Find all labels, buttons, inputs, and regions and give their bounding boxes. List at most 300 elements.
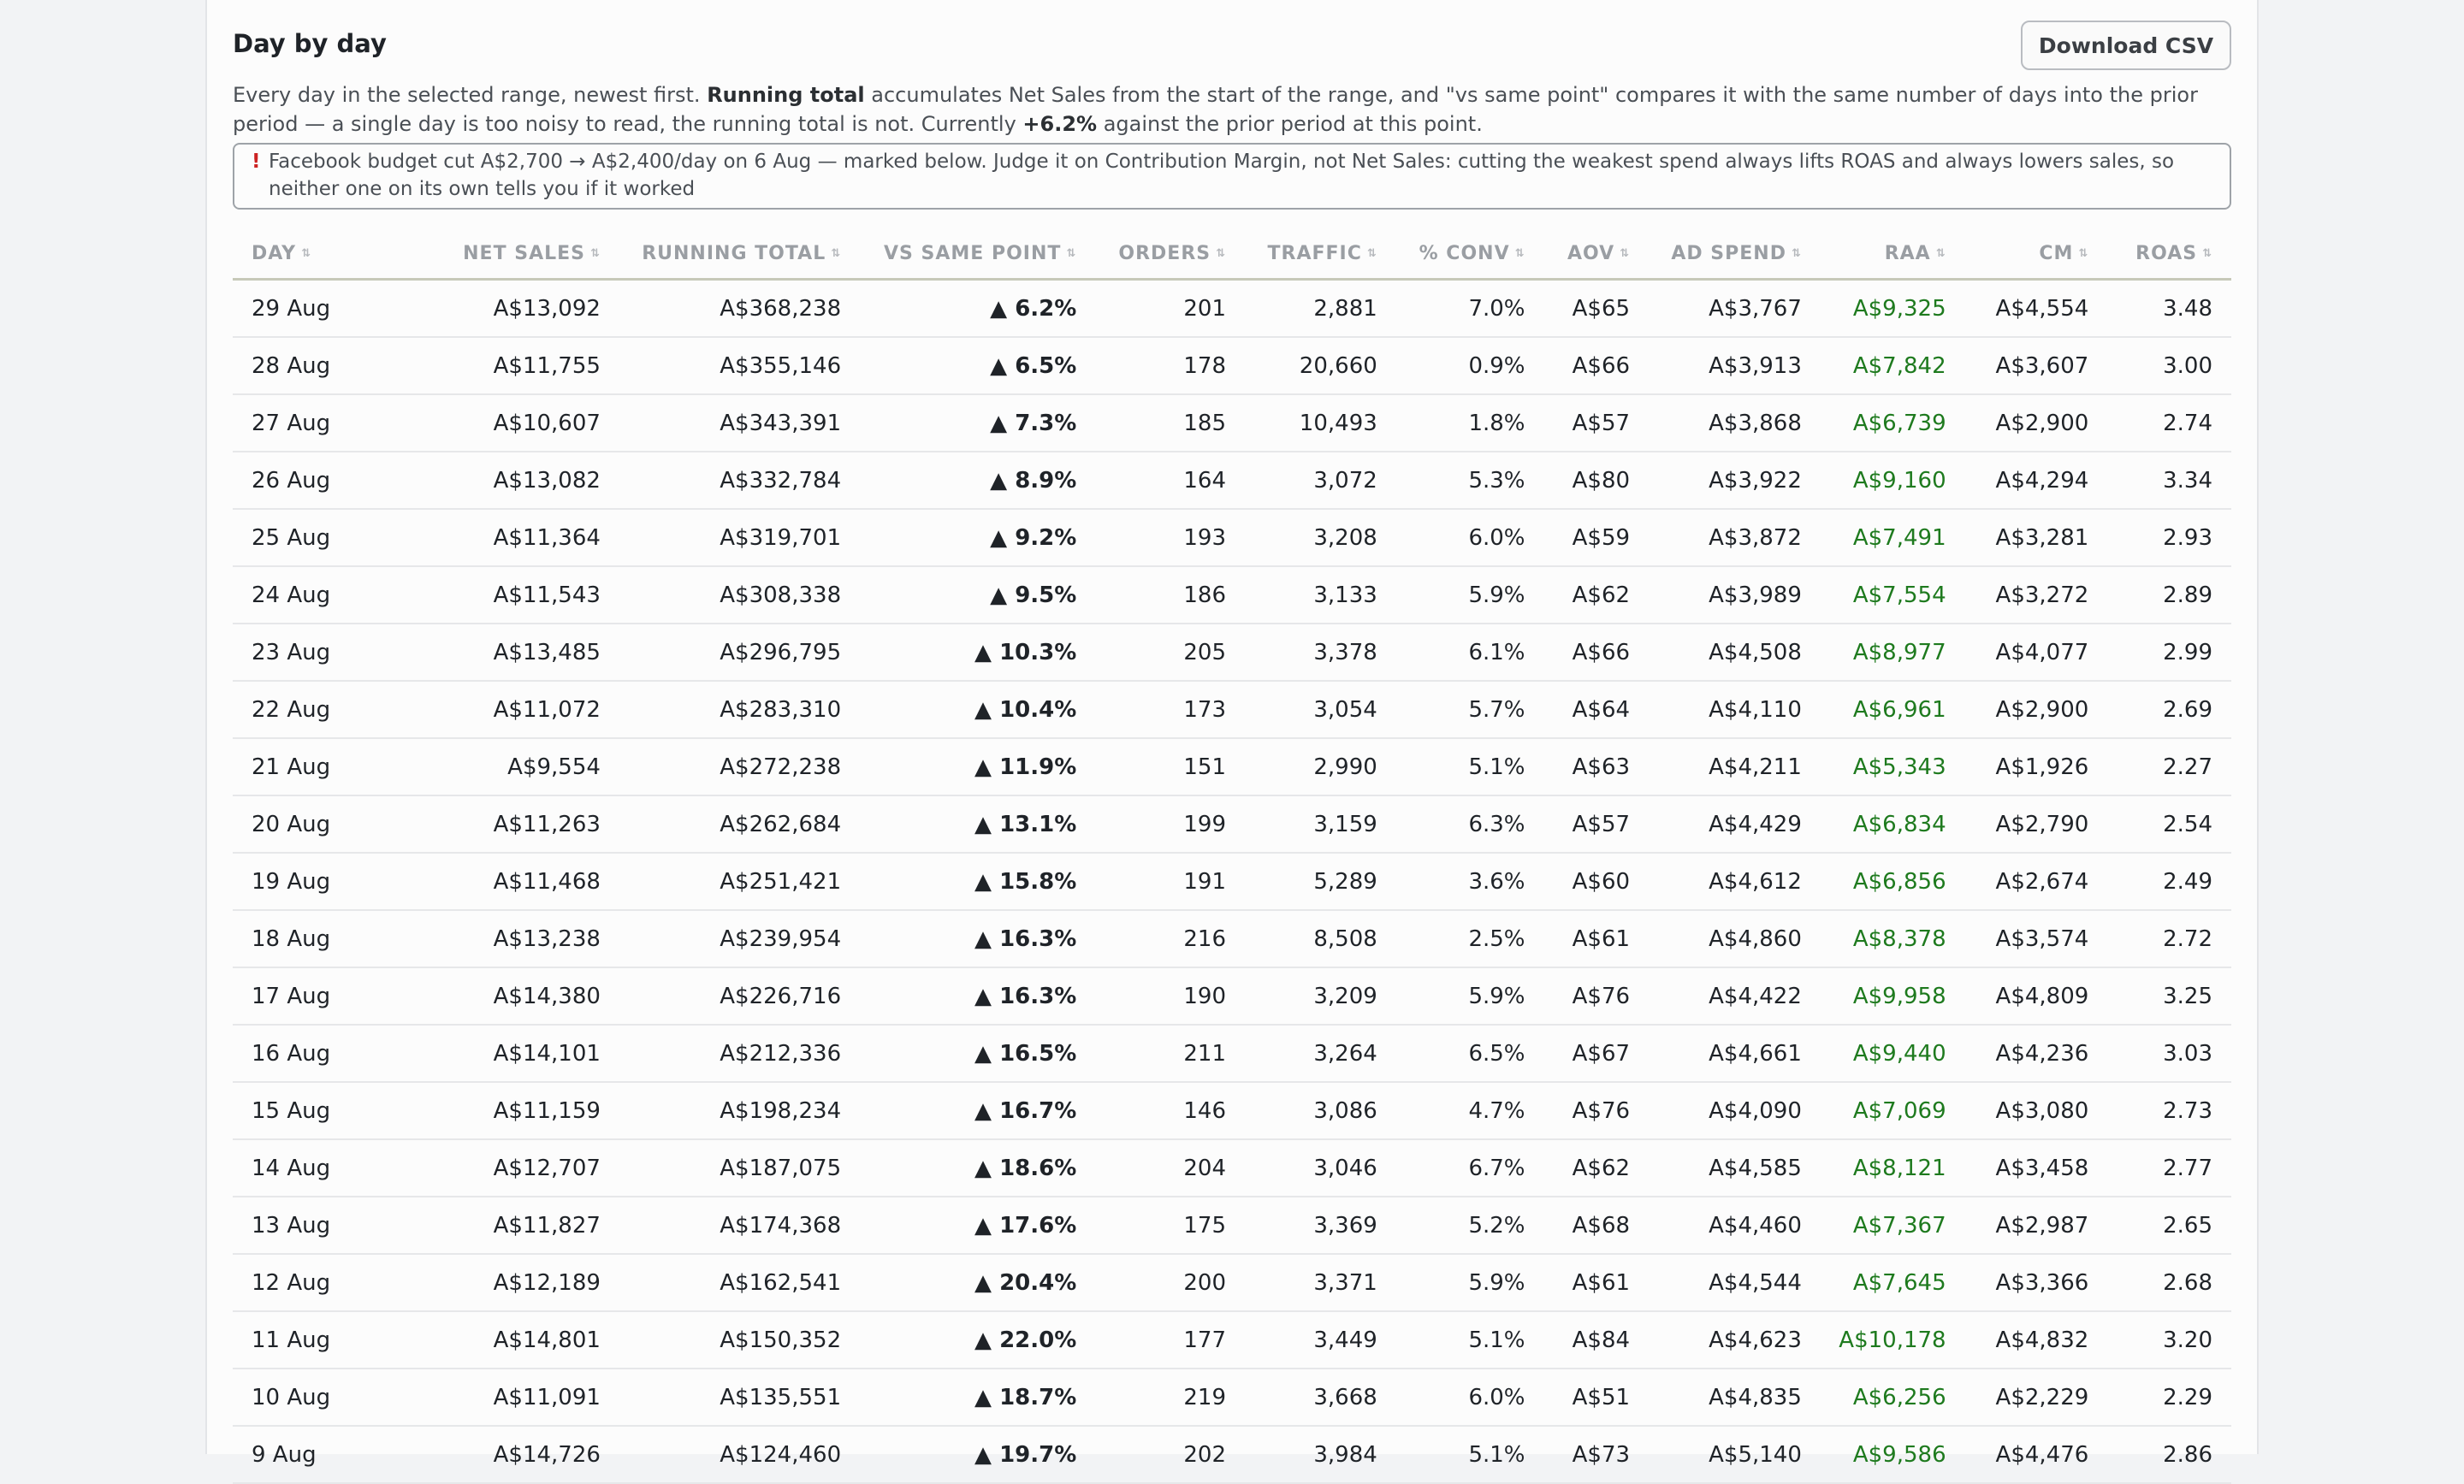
cell-conv: 5.9% [1396,1254,1544,1311]
table-row [233,280,2231,338]
cell-orders: 191 [1095,853,1245,910]
cell-vs-same-point: ▲ 16.3% [860,910,1095,967]
cell-net-sales: A$13,485 [362,624,619,681]
cell-aov: A$60 [1544,853,1650,910]
cell-running-total: A$332,784 [619,452,860,509]
cell-orders: 178 [1095,337,1245,394]
cell-cm: A$2,674 [1965,853,2108,910]
cell-net-sales: A$11,543 [362,566,619,624]
cell-net-sales: A$14,726 [362,1426,619,1483]
cell-cm: A$2,790 [1965,795,2108,853]
column-header-ad-spend[interactable] [1649,228,1821,280]
cell-traffic: 2,881 [1245,280,1396,338]
column-header-conv[interactable] [1396,228,1544,280]
table-row [233,795,2231,853]
column-header-label: NET SALES [463,242,586,264]
cell-net-sales: A$13,082 [362,452,619,509]
cell-vs-same-point: ▲ 16.3% [860,967,1095,1025]
table-row [233,509,2231,566]
cell-traffic: 3,264 [1245,1025,1396,1082]
cell-traffic: 2,990 [1245,738,1396,795]
cell-roas: 3.48 [2107,280,2231,338]
section-description [233,80,2231,139]
cell-vs-same-point: ▲ 18.6% [860,1139,1095,1197]
cell-running-total: A$272,238 [619,738,860,795]
cell-conv: 6.3% [1396,795,1544,853]
cell-conv: 1.8% [1396,394,1544,452]
cell-day: 18 Aug [233,910,362,967]
cell-conv: 5.9% [1396,566,1544,624]
table-row [233,681,2231,738]
cell-orders: 211 [1095,1025,1245,1082]
cell-conv: 5.1% [1396,1311,1544,1369]
cell-aov: A$80 [1544,452,1650,509]
cell-day: 12 Aug [233,1254,362,1311]
sort-icon: ⇅ [1620,247,1631,260]
cell-running-total: A$226,716 [619,967,860,1025]
cell-ad-spend: A$4,860 [1649,910,1821,967]
cell-ad-spend: A$3,913 [1649,337,1821,394]
cell-orders: 151 [1095,738,1245,795]
column-header-vs-same-point[interactable] [860,228,1095,280]
cell-cm: A$4,294 [1965,452,2108,509]
alert-icon: ! [252,151,261,173]
cell-aov: A$51 [1544,1369,1650,1426]
alert-text: Facebook budget cut A$2,700 → A$2,400/day on 6 Aug — marked below. Judge it on Contribution Margin, not Net Sales: cutting the weakest spend always lifts ROAS and always lowers sales, so neither one on its own tells you if it worked [269,151,2175,200]
cell-day: 22 Aug [233,681,362,738]
cell-raa: A$7,491 [1821,509,1965,566]
cell-cm: A$2,987 [1965,1197,2108,1254]
cell-aov: A$66 [1544,337,1650,394]
table-row [233,1139,2231,1197]
cell-aov: A$63 [1544,738,1650,795]
cell-orders: 186 [1095,566,1245,624]
cell-ad-spend: A$4,544 [1649,1254,1821,1311]
section-title: Day by day [233,29,387,58]
column-header-aov[interactable] [1544,228,1650,280]
cell-raa: A$7,554 [1821,566,1965,624]
cell-raa: A$6,961 [1821,681,1965,738]
cell-roas: 3.03 [2107,1025,2231,1082]
cell-cm: A$2,229 [1965,1369,2108,1426]
column-header-orders[interactable] [1095,228,1245,280]
cell-net-sales: A$12,189 [362,1254,619,1311]
cell-aov: A$62 [1544,1139,1650,1197]
column-header-day[interactable] [233,228,362,280]
cell-running-total: A$296,795 [619,624,860,681]
cell-raa: A$5,343 [1821,738,1965,795]
cell-traffic: 3,133 [1245,566,1396,624]
cell-aov: A$57 [1544,394,1650,452]
cell-vs-same-point: ▲ 20.4% [860,1254,1095,1311]
cell-vs-same-point: ▲ 19.7% [860,1426,1095,1483]
cell-day: 19 Aug [233,853,362,910]
cell-conv: 5.1% [1396,738,1544,795]
cell-day: 28 Aug [233,337,362,394]
table-row [233,566,2231,624]
description-text-1: Every day in the selected range, newest first. [233,83,708,107]
table-row [233,853,2231,910]
cell-traffic: 3,369 [1245,1197,1396,1254]
table-row [233,1254,2231,1311]
column-header-label: DAY [252,242,297,264]
cell-net-sales: A$14,101 [362,1025,619,1082]
column-header-label: VS SAME POINT [883,242,1062,264]
cell-cm: A$2,900 [1965,394,2108,452]
table-row [233,738,2231,795]
cell-vs-same-point: ▲ 7.3% [860,394,1095,452]
cell-conv: 2.5% [1396,910,1544,967]
cell-aov: A$76 [1544,967,1650,1025]
cell-running-total: A$262,684 [619,795,860,853]
cell-net-sales: A$13,238 [362,910,619,967]
cell-cm: A$3,607 [1965,337,2108,394]
cell-day: 21 Aug [233,738,362,795]
cell-roas: 2.69 [2107,681,2231,738]
cell-traffic: 8,508 [1245,910,1396,967]
cell-day: 26 Aug [233,452,362,509]
cell-orders: 193 [1095,509,1245,566]
column-header-label: RAA [1884,242,1931,264]
cell-cm: A$3,272 [1965,566,2108,624]
cell-conv: 5.9% [1396,967,1544,1025]
table-header-row [233,228,2231,280]
cell-aov: A$76 [1544,1082,1650,1139]
cell-raa: A$8,378 [1821,910,1965,967]
cell-running-total: A$319,701 [619,509,860,566]
cell-traffic: 3,209 [1245,967,1396,1025]
cell-net-sales: A$11,755 [362,337,619,394]
cell-ad-spend: A$4,661 [1649,1025,1821,1082]
cell-net-sales: A$11,072 [362,681,619,738]
cell-vs-same-point: ▲ 17.6% [860,1197,1095,1254]
cell-conv: 5.3% [1396,452,1544,509]
sort-icon: ⇅ [1366,247,1377,260]
cell-vs-same-point: ▲ 9.2% [860,509,1095,566]
sort-icon: ⇅ [2202,247,2212,260]
cell-raa: A$6,834 [1821,795,1965,853]
cell-day: 27 Aug [233,394,362,452]
description-text-2: accumulates Net Sales from the start of the range, and "vs same point" compares it with the same number of days into the prior period — a single day is too noisy to read, the running total is not. Currently [233,83,2198,136]
cell-day: 25 Aug [233,509,362,566]
table-row [233,1197,2231,1254]
column-header-roas[interactable] [2107,228,2231,280]
cell-conv: 6.1% [1396,624,1544,681]
cell-orders: 146 [1095,1082,1245,1139]
table-row [233,337,2231,394]
column-header-label: AD SPEND [1671,242,1786,264]
column-header-label: ORDERS [1118,242,1211,264]
cell-aov: A$61 [1544,1254,1650,1311]
table-row [233,452,2231,509]
cell-roas: 2.99 [2107,624,2231,681]
cell-day: 23 Aug [233,624,362,681]
cell-aov: A$62 [1544,566,1650,624]
cell-day: 15 Aug [233,1082,362,1139]
cell-vs-same-point: ▲ 10.3% [860,624,1095,681]
cell-running-total: A$198,234 [619,1082,860,1139]
cell-orders: 190 [1095,967,1245,1025]
column-header-cm[interactable] [1965,228,2108,280]
cell-traffic: 20,660 [1245,337,1396,394]
cell-net-sales: A$11,263 [362,795,619,853]
cell-vs-same-point: ▲ 16.5% [860,1025,1095,1082]
cell-running-total: A$283,310 [619,681,860,738]
cell-ad-spend: A$4,612 [1649,853,1821,910]
cell-raa: A$7,645 [1821,1254,1965,1311]
cell-aov: A$57 [1544,795,1650,853]
cell-cm: A$3,366 [1965,1254,2108,1311]
cell-net-sales: A$13,092 [362,280,619,338]
column-header-label: TRAFFIC [1267,242,1362,264]
cell-running-total: A$239,954 [619,910,860,967]
cell-running-total: A$355,146 [619,337,860,394]
cell-ad-spend: A$4,110 [1649,681,1821,738]
cell-cm: A$4,077 [1965,624,2108,681]
report-panel [205,0,2259,1468]
cell-conv: 6.5% [1396,1025,1544,1082]
cell-ad-spend: A$4,835 [1649,1369,1821,1426]
cell-roas: 2.73 [2107,1082,2231,1139]
cell-roas: 2.54 [2107,795,2231,853]
cell-aov: A$67 [1544,1025,1650,1082]
cell-orders: 201 [1095,280,1245,338]
cell-raa: A$9,325 [1821,280,1965,338]
cell-orders: 175 [1095,1197,1245,1254]
cell-roas: 2.86 [2107,1426,2231,1483]
cell-ad-spend: A$4,429 [1649,795,1821,853]
cell-orders: 200 [1095,1254,1245,1311]
cell-traffic: 5,289 [1245,853,1396,910]
cell-orders: 216 [1095,910,1245,967]
cell-net-sales: A$11,159 [362,1082,619,1139]
cell-traffic: 3,072 [1245,452,1396,509]
cell-orders: 164 [1095,452,1245,509]
cell-conv: 5.7% [1396,681,1544,738]
budget-alert-banner [233,143,2231,210]
cell-conv: 7.0% [1396,280,1544,338]
cell-net-sales: A$11,364 [362,509,619,566]
cell-day: 10 Aug [233,1369,362,1426]
cell-vs-same-point: ▲ 15.8% [860,853,1095,910]
column-header-net-sales[interactable] [362,228,619,280]
cell-roas: 2.68 [2107,1254,2231,1311]
cell-aov: A$59 [1544,509,1650,566]
cell-cm: A$4,832 [1965,1311,2108,1369]
table-row [233,394,2231,452]
cell-day: 11 Aug [233,1311,362,1369]
sort-icon: ⇅ [2078,247,2089,260]
cell-conv: 5.2% [1396,1197,1544,1254]
cell-traffic: 3,208 [1245,509,1396,566]
cell-roas: 2.77 [2107,1139,2231,1197]
cell-orders: 219 [1095,1369,1245,1426]
cell-conv: 6.0% [1396,1369,1544,1426]
cell-raa: A$6,856 [1821,853,1965,910]
cell-raa: A$6,739 [1821,394,1965,452]
cell-cm: A$3,281 [1965,509,2108,566]
cell-vs-same-point: ▲ 18.7% [860,1369,1095,1426]
column-header-traffic[interactable] [1245,228,1396,280]
cell-cm: A$2,900 [1965,681,2108,738]
column-header-label: % CONV [1419,242,1510,264]
day-by-day-table [233,228,2231,1484]
cell-traffic: 3,046 [1245,1139,1396,1197]
cell-cm: A$1,926 [1965,738,2108,795]
cell-ad-spend: A$3,989 [1649,566,1821,624]
cell-orders: 173 [1095,681,1245,738]
cell-traffic: 10,493 [1245,394,1396,452]
column-header-running-total[interactable] [619,228,860,280]
cell-conv: 0.9% [1396,337,1544,394]
section-header [233,0,2231,80]
cell-cm: A$4,476 [1965,1426,2108,1483]
cell-roas: 3.00 [2107,337,2231,394]
cell-vs-same-point: ▲ 11.9% [860,738,1095,795]
cell-vs-same-point: ▲ 9.5% [860,566,1095,624]
cell-raa: A$7,367 [1821,1197,1965,1254]
cell-ad-spend: A$4,211 [1649,738,1821,795]
cell-aov: A$68 [1544,1197,1650,1254]
cell-ad-spend: A$4,585 [1649,1139,1821,1197]
cell-roas: 2.89 [2107,566,2231,624]
table-row [233,1426,2231,1483]
cell-aov: A$66 [1544,624,1650,681]
table-row [233,624,2231,681]
cell-conv: 5.1% [1396,1426,1544,1483]
sort-icon: ⇅ [1066,247,1077,260]
cell-raa: A$8,121 [1821,1139,1965,1197]
cell-running-total: A$187,075 [619,1139,860,1197]
cell-orders: 177 [1095,1311,1245,1369]
cell-day: 9 Aug [233,1426,362,1483]
cell-raa: A$9,160 [1821,452,1965,509]
cell-orders: 205 [1095,624,1245,681]
cell-running-total: A$212,336 [619,1025,860,1082]
cell-net-sales: A$11,091 [362,1369,619,1426]
cell-ad-spend: A$3,872 [1649,509,1821,566]
cell-conv: 6.7% [1396,1139,1544,1197]
column-header-raa[interactable] [1821,228,1965,280]
cell-vs-same-point: ▲ 16.7% [860,1082,1095,1139]
day-by-day-section [233,0,2231,1484]
cell-aov: A$84 [1544,1311,1650,1369]
cell-roas: 3.20 [2107,1311,2231,1369]
cell-traffic: 3,378 [1245,624,1396,681]
column-header-label: ROAS [2135,242,2198,264]
cell-ad-spend: A$4,460 [1649,1197,1821,1254]
cell-roas: 2.65 [2107,1197,2231,1254]
sort-icon: ⇅ [831,247,842,260]
cell-ad-spend: A$4,508 [1649,624,1821,681]
cell-aov: A$73 [1544,1426,1650,1483]
cell-vs-same-point: ▲ 6.5% [860,337,1095,394]
table-header [233,228,2231,280]
cell-running-total: A$124,460 [619,1426,860,1483]
cell-net-sales: A$11,468 [362,853,619,910]
cell-running-total: A$308,338 [619,566,860,624]
table-row [233,1082,2231,1139]
cell-raa: A$10,178 [1821,1311,1965,1369]
cell-conv: 3.6% [1396,853,1544,910]
sort-icon: ⇅ [301,247,312,260]
sort-icon: ⇅ [1514,247,1525,260]
cell-day: 13 Aug [233,1197,362,1254]
column-header-label: RUNNING TOTAL [642,242,826,264]
cell-roas: 3.34 [2107,452,2231,509]
cell-cm: A$4,554 [1965,280,2108,338]
description-bold-current-change: +6.2% [1022,112,1098,136]
cell-net-sales: A$9,554 [362,738,619,795]
sort-icon: ⇅ [1791,247,1802,260]
cell-aov: A$64 [1544,681,1650,738]
cell-orders: 185 [1095,394,1245,452]
cell-net-sales: A$14,801 [362,1311,619,1369]
cell-running-total: A$174,368 [619,1197,860,1254]
cell-traffic: 3,449 [1245,1311,1396,1369]
cell-ad-spend: A$3,767 [1649,280,1821,338]
cell-cm: A$3,574 [1965,910,2108,967]
cell-raa: A$7,069 [1821,1082,1965,1139]
cell-running-total: A$343,391 [619,394,860,452]
cell-vs-same-point: ▲ 8.9% [860,452,1095,509]
cell-raa: A$8,977 [1821,624,1965,681]
cell-ad-spend: A$4,623 [1649,1311,1821,1369]
cell-raa: A$6,256 [1821,1369,1965,1426]
cell-raa: A$9,440 [1821,1025,1965,1082]
cell-traffic: 3,159 [1245,795,1396,853]
cell-traffic: 3,054 [1245,681,1396,738]
cell-traffic: 3,668 [1245,1369,1396,1426]
cell-conv: 4.7% [1396,1082,1544,1139]
cell-raa: A$9,586 [1821,1426,1965,1483]
cell-ad-spend: A$3,868 [1649,394,1821,452]
table-row [233,1369,2231,1426]
cell-day: 14 Aug [233,1139,362,1197]
cell-roas: 2.72 [2107,910,2231,967]
cell-net-sales: A$14,380 [362,967,619,1025]
sort-icon: ⇅ [590,247,601,260]
cell-raa: A$9,958 [1821,967,1965,1025]
cell-roas: 2.27 [2107,738,2231,795]
download-csv-button[interactable]: Download CSV [2021,21,2231,70]
cell-day: 17 Aug [233,967,362,1025]
cell-roas: 3.25 [2107,967,2231,1025]
cell-running-total: A$135,551 [619,1369,860,1426]
cell-orders: 199 [1095,795,1245,853]
cell-running-total: A$368,238 [619,280,860,338]
cell-aov: A$65 [1544,280,1650,338]
cell-net-sales: A$10,607 [362,394,619,452]
cell-cm: A$3,080 [1965,1082,2108,1139]
sort-icon: ⇅ [1216,247,1227,260]
cell-roas: 2.49 [2107,853,2231,910]
cell-running-total: A$150,352 [619,1311,860,1369]
cell-cm: A$4,809 [1965,967,2108,1025]
cell-vs-same-point: ▲ 6.2% [860,280,1095,338]
cell-running-total: A$162,541 [619,1254,860,1311]
table-body [233,280,2231,1484]
cell-ad-spend: A$4,422 [1649,967,1821,1025]
cell-cm: A$4,236 [1965,1025,2108,1082]
cell-running-total: A$251,421 [619,853,860,910]
cell-day: 20 Aug [233,795,362,853]
column-header-label: CM [2039,242,2074,264]
cell-roas: 2.74 [2107,394,2231,452]
cell-cm: A$3,458 [1965,1139,2108,1197]
cell-orders: 204 [1095,1139,1245,1197]
table-row [233,1025,2231,1082]
